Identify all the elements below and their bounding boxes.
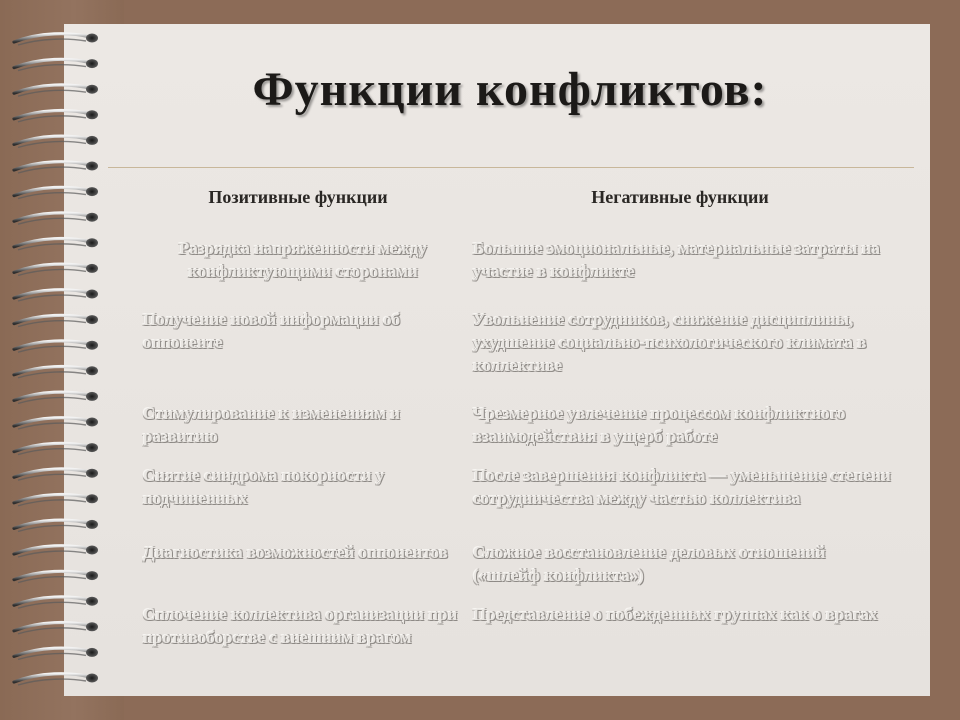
spiral-ring bbox=[14, 59, 98, 71]
spiral-ring bbox=[14, 136, 98, 148]
spiral-binding bbox=[0, 26, 110, 696]
spiral-ring bbox=[14, 443, 98, 455]
spiral-ring bbox=[14, 366, 98, 378]
positive-functions-header: Позитивные функции bbox=[208, 187, 388, 207]
spiral-ring bbox=[14, 648, 98, 660]
positive-function-6: Сплочение коллектива организации при противоборстве с внешним врагом bbox=[143, 605, 458, 647]
spiral-ring bbox=[14, 315, 98, 327]
positive-function-2: Получение новой информации об оппоненте bbox=[143, 310, 401, 352]
slide-title: Функции конфликтов: bbox=[252, 63, 768, 116]
negative-functions-header: Негативные функции bbox=[591, 187, 769, 207]
spiral-ring bbox=[14, 238, 98, 250]
spiral-ring bbox=[14, 290, 98, 302]
spiral-ring bbox=[14, 622, 98, 634]
spiral-ring bbox=[14, 264, 98, 276]
spiral-ring bbox=[14, 546, 98, 558]
spiral-ring bbox=[14, 597, 98, 609]
negative-function-5: Сложное восстановление деловых отношений («шлейф конфликта») bbox=[473, 543, 826, 585]
spiral-ring bbox=[14, 520, 98, 532]
negative-function-4: После завершения конфликта — уменьшение степени сотрудничества между частью коллектива bbox=[473, 466, 891, 508]
spiral-ring bbox=[14, 187, 98, 199]
spiral-ring bbox=[14, 571, 98, 583]
spiral-ring bbox=[14, 110, 98, 122]
spiral-ring bbox=[14, 85, 98, 97]
negative-function-2: Увольнение сотрудников, снижение дисциплины, ухудшение социально-психологического климата в коллективе bbox=[473, 310, 867, 375]
spiral-ring bbox=[14, 162, 98, 174]
spiral-ring bbox=[14, 469, 98, 481]
spiral-ring bbox=[14, 213, 98, 225]
negative-function-3: Чрезмерное увлечение процессом конфликтного взаимодействия в ущерб работе bbox=[473, 404, 846, 446]
spiral-ring bbox=[14, 341, 98, 353]
spiral-ring bbox=[14, 494, 98, 506]
positive-function-3: Стимулирование к изменениям и развитию bbox=[143, 404, 401, 446]
positive-function-1: Разрядка напряженности между конфликтующими сторонами bbox=[178, 239, 427, 281]
spiral-ring bbox=[14, 674, 98, 686]
title-divider bbox=[108, 167, 914, 168]
spiral-ring bbox=[14, 392, 98, 404]
positive-function-5: Диагностика возможностей оппонентов bbox=[143, 543, 448, 562]
negative-function-6: Представление о побежденных группах как о врагах bbox=[473, 605, 878, 624]
spiral-ring bbox=[14, 418, 98, 430]
spiral-ring bbox=[14, 34, 98, 46]
positive-function-4: Снятие синдрома покорности у подчиненных bbox=[143, 466, 385, 508]
negative-function-1: Большие эмоциональные, материальные затраты на участие в конфликте bbox=[473, 239, 881, 281]
